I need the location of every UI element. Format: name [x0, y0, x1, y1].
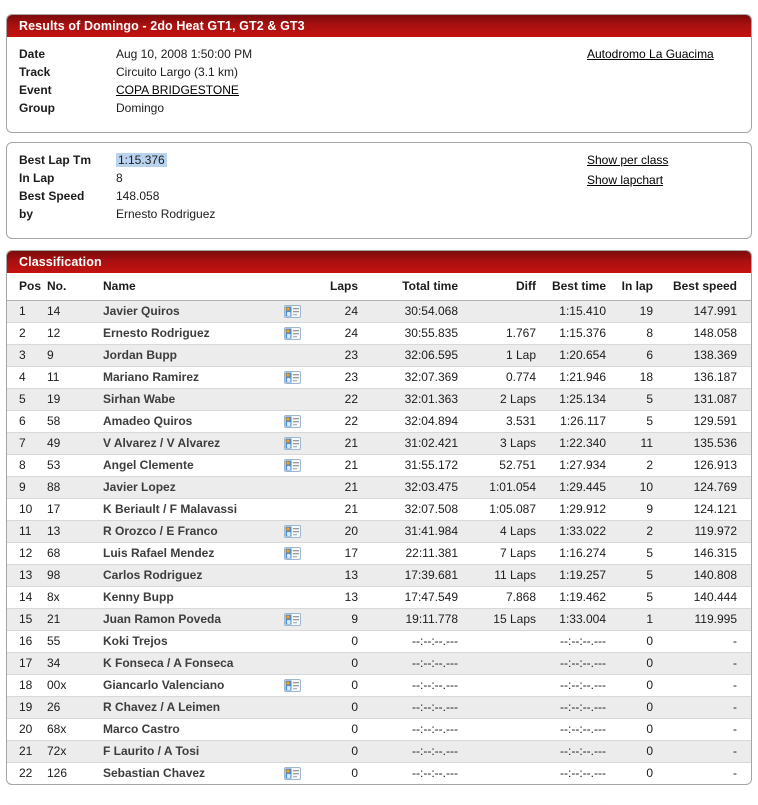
best-lap-time-value: 1:15.376: [118, 153, 165, 167]
cell-total-time: --:--:--.---: [360, 718, 460, 740]
cell-best-time: 1:20.654: [538, 344, 608, 366]
cell-best-speed: -: [655, 652, 751, 674]
cell-laps: 20: [315, 520, 360, 542]
show-lapchart-link[interactable]: Show lapchart: [587, 173, 664, 187]
cell-name: Mariano Ramirez: [101, 366, 269, 388]
field-date-label: Date: [19, 47, 46, 61]
driver-card-icon: [269, 696, 315, 718]
cell-best-speed: 146.315: [655, 542, 751, 564]
cell-pos: 20: [7, 718, 45, 740]
cell-pos: 22: [7, 762, 45, 784]
table-row: [7, 718, 751, 740]
cell-laps: 24: [344, 304, 358, 318]
cell-best-speed: 119.972: [655, 520, 751, 542]
cell-best-speed: 138.369: [655, 344, 751, 366]
cell-no: 9: [45, 344, 101, 366]
field-track-label: Track: [19, 65, 51, 79]
col-header-best-time: Best time: [538, 273, 608, 300]
cell-laps: 0: [315, 740, 360, 762]
cell-best-speed: 131.087: [655, 388, 751, 410]
cell-name: Javier Quiros: [103, 304, 180, 318]
cell-best-time: 1:15.410: [559, 304, 606, 318]
cell-laps: 9: [315, 608, 360, 630]
cell-name: Koki Trejos: [101, 630, 269, 652]
cell-in-lap: 8: [608, 322, 655, 344]
cell-name: R Chavez / A Leimen: [101, 696, 269, 718]
driver-card-icon: [269, 652, 315, 674]
cell-in-lap: 2: [608, 454, 655, 476]
table-row: [7, 432, 751, 454]
cell-no: 68: [45, 542, 101, 564]
cell-in-lap: 5: [608, 564, 655, 586]
driver-card-icon[interactable]: [269, 542, 315, 564]
cell-no: 88: [45, 476, 101, 498]
cell-pos: 6: [7, 410, 45, 432]
cell-best-speed: 140.808: [655, 564, 751, 586]
table-row: [7, 498, 751, 520]
cell-diff: [460, 718, 538, 740]
cell-best-time: 1:33.004: [538, 608, 608, 630]
col-header-total-time: Total time: [360, 273, 460, 300]
cell-in-lap: 0: [608, 718, 655, 740]
cell-in-lap: 6: [608, 344, 655, 366]
in-lap-label: In Lap: [19, 171, 55, 185]
best-speed-label: Best Speed: [19, 189, 85, 203]
cell-name: Sebastian Chavez: [101, 762, 269, 784]
cell-laps: 22: [315, 410, 360, 432]
cell-pos: 13: [7, 564, 45, 586]
cell-diff: 3.531: [460, 410, 538, 432]
driver-card-icon: [269, 498, 315, 520]
cell-pos: 7: [7, 432, 45, 454]
track-site-link[interactable]: Autodromo La Guacima: [587, 47, 714, 61]
cell-no: 34: [45, 652, 101, 674]
driver-card-icon: [269, 718, 315, 740]
cell-pos: 16: [7, 630, 45, 652]
results-page: [0, 14, 758, 805]
col-header-best-speed: Best speed: [655, 273, 751, 300]
cell-pos: 18: [7, 674, 45, 696]
cell-diff: [460, 652, 538, 674]
cell-in-lap: 19: [639, 304, 653, 318]
col-header-pos: Pos: [7, 273, 45, 300]
cell-no: 49: [45, 432, 101, 454]
cell-total-time: 31:02.421: [360, 432, 460, 454]
table-row: [7, 564, 751, 586]
cell-total-time: 32:03.475: [360, 476, 460, 498]
driver-card-icon[interactable]: [269, 608, 315, 630]
best-speed-value: 148.058: [116, 189, 160, 203]
cell-laps: 23: [315, 366, 360, 388]
cell-best-time: --:--:--.---: [538, 740, 608, 762]
cell-in-lap: 18: [608, 366, 655, 388]
cell-best-time: 1:29.912: [538, 498, 608, 520]
cell-laps: 17: [315, 542, 360, 564]
table-row: [7, 322, 751, 344]
event-link[interactable]: COPA BRIDGESTONE: [116, 83, 239, 97]
cell-name: Sirhan Wabe: [101, 388, 269, 410]
cell-in-lap: 10: [608, 476, 655, 498]
cell-total-time: 30:54.068: [404, 304, 458, 318]
cell-pos: 17: [7, 652, 45, 674]
cell-best-speed: 119.995: [655, 608, 751, 630]
cell-pos: 5: [7, 388, 45, 410]
cell-laps: 13: [315, 564, 360, 586]
col-header-diff: Diff: [460, 273, 538, 300]
driver-card-icon[interactable]: [269, 322, 315, 344]
cell-diff: 1:01.054: [460, 476, 538, 498]
table-header-row: [7, 273, 751, 300]
cell-laps: 0: [315, 630, 360, 652]
cell-best-time: --:--:--.---: [538, 718, 608, 740]
cell-best-speed: -: [655, 696, 751, 718]
cell-best-time: --:--:--.---: [538, 652, 608, 674]
driver-card-icon[interactable]: [269, 300, 315, 322]
cell-no: 68x: [45, 718, 101, 740]
cell-laps: 13: [315, 586, 360, 608]
cell-total-time: 32:07.508: [360, 498, 460, 520]
cell-name: V Alvarez / V Alvarez: [101, 432, 269, 454]
table-row: [7, 344, 751, 366]
driver-card-icon[interactable]: [269, 410, 315, 432]
cell-total-time: 32:01.363: [360, 388, 460, 410]
cell-best-time: 1:16.274: [538, 542, 608, 564]
cell-pos: 8: [7, 454, 45, 476]
results-panel-body: [7, 37, 751, 132]
classification-panel: [6, 250, 752, 785]
cell-pos: 12: [7, 542, 45, 564]
results-info-panel: [6, 14, 752, 133]
driver-card-icon: [269, 564, 315, 586]
cell-laps: 0: [315, 718, 360, 740]
col-header-no: No.: [45, 273, 101, 300]
cell-no: 17: [45, 498, 101, 520]
cell-best-speed: 124.121: [655, 498, 751, 520]
cell-in-lap: 5: [608, 542, 655, 564]
cell-pos: 4: [7, 366, 45, 388]
cell-name: Javier Lopez: [101, 476, 269, 498]
cell-in-lap: 0: [608, 674, 655, 696]
cell-diff: 1 Lap: [460, 344, 538, 366]
cell-best-speed: -: [655, 740, 751, 762]
field-group-value: Domingo: [116, 101, 165, 115]
col-header-in-lap: In lap: [608, 273, 655, 300]
cell-best-time: 1:22.340: [538, 432, 608, 454]
table-row: [7, 542, 751, 564]
cell-best-time: --:--:--.---: [538, 674, 608, 696]
table-row: [7, 366, 751, 388]
classification-table: [7, 273, 751, 784]
driver-card-icon: [269, 630, 315, 652]
field-date-value: Aug 10, 2008 1:50:00 PM: [116, 47, 253, 61]
cell-name: F Laurito / A Tosi: [101, 740, 269, 762]
field-track: [19, 63, 739, 81]
cell-in-lap: 5: [608, 586, 655, 608]
cell-laps: 0: [315, 762, 360, 784]
cell-diff: [460, 762, 538, 784]
cell-diff: 1:05.087: [460, 498, 538, 520]
cell-name: Ernesto Rodriguez: [101, 322, 269, 344]
cell-diff: 1.767: [460, 322, 538, 344]
cell-name: Luis Rafael Mendez: [101, 542, 269, 564]
cell-no: 13: [45, 520, 101, 542]
cell-laps: 21: [315, 498, 360, 520]
cell-in-lap: 5: [608, 410, 655, 432]
cell-in-lap: 11: [608, 432, 655, 454]
cell-best-time: --:--:--.---: [538, 630, 608, 652]
table-row: [7, 696, 751, 718]
driver-card-icon: [269, 586, 315, 608]
cell-best-time: 1:26.117: [538, 410, 608, 432]
cell-pos: 3: [7, 344, 45, 366]
classification-panel-title: Classification: [7, 251, 751, 273]
cell-best-speed: -: [655, 718, 751, 740]
cell-laps: 24: [315, 322, 360, 344]
field-by: [19, 205, 739, 223]
cell-no: 98: [45, 564, 101, 586]
cell-no: 126: [45, 762, 101, 784]
cell-no: 53: [45, 454, 101, 476]
cell-laps: 21: [315, 432, 360, 454]
cell-diff: [460, 740, 538, 762]
cell-laps: 0: [315, 652, 360, 674]
cell-best-speed: 124.769: [655, 476, 751, 498]
cell-name: Marco Castro: [101, 718, 269, 740]
table-row: [7, 740, 751, 762]
cell-best-time: 1:19.462: [538, 586, 608, 608]
cell-diff: 4 Laps: [460, 520, 538, 542]
cell-pos: 10: [7, 498, 45, 520]
table-row: [7, 520, 751, 542]
cell-name: Jordan Bupp: [101, 344, 269, 366]
cell-best-speed: -: [655, 674, 751, 696]
driver-card-icon[interactable]: [269, 674, 315, 696]
cell-name: Giancarlo Valenciano: [101, 674, 269, 696]
cell-pos: 1: [19, 304, 26, 318]
driver-card-icon[interactable]: [269, 366, 315, 388]
cell-name: R Orozco / E Franco: [101, 520, 269, 542]
driver-card-icon[interactable]: [269, 520, 315, 542]
cell-name: K Fonseca / A Fonseca: [101, 652, 269, 674]
cell-pos: 2: [7, 322, 45, 344]
cell-no: 26: [45, 696, 101, 718]
cell-no: 19: [45, 388, 101, 410]
driver-card-icon: [269, 344, 315, 366]
table-row: [7, 410, 751, 432]
table-row: [7, 586, 751, 608]
cell-diff: 15 Laps: [460, 608, 538, 630]
cell-diff: 52.751: [460, 454, 538, 476]
table-row: [7, 630, 751, 652]
cell-laps: 0: [315, 696, 360, 718]
cell-pos: 11: [7, 520, 45, 542]
driver-card-icon[interactable]: [269, 454, 315, 476]
cell-total-time: 32:04.894: [360, 410, 460, 432]
cell-no: 14: [47, 304, 61, 318]
cell-no: 11: [45, 366, 101, 388]
cell-in-lap: 0: [608, 762, 655, 784]
in-lap-value: 8: [116, 171, 123, 185]
cell-no: 21: [45, 608, 101, 630]
cell-best-speed: 129.591: [655, 410, 751, 432]
cell-in-lap: 0: [608, 652, 655, 674]
cell-best-time: --:--:--.---: [538, 696, 608, 718]
best-lap-time-label: Best Lap Tm: [19, 153, 92, 167]
cell-best-time: 1:15.376: [538, 322, 608, 344]
cell-laps: 0: [315, 674, 360, 696]
cell-total-time: --:--:--.---: [360, 630, 460, 652]
cell-diff: [460, 674, 538, 696]
cell-total-time: 32:06.595: [360, 344, 460, 366]
best-lap-panel: [6, 142, 752, 239]
cell-name: Angel Clemente: [101, 454, 269, 476]
cell-best-time: 1:33.022: [538, 520, 608, 542]
cell-in-lap: 0: [608, 740, 655, 762]
table-row: [7, 652, 751, 674]
cell-best-speed: 126.913: [655, 454, 751, 476]
cell-name: K Beriault / F Malavassi: [101, 498, 269, 520]
cell-best-speed: -: [655, 762, 751, 784]
field-event: [19, 81, 739, 99]
cell-total-time: --:--:--.---: [360, 762, 460, 784]
by-label: by: [19, 207, 34, 221]
cell-diff: 11 Laps: [460, 564, 538, 586]
cell-total-time: 31:41.984: [360, 520, 460, 542]
cell-total-time: 17:39.681: [360, 564, 460, 586]
cell-pos: 15: [7, 608, 45, 630]
table-row: [7, 476, 751, 498]
driver-card-icon: [269, 388, 315, 410]
cell-best-time: 1:19.257: [538, 564, 608, 586]
cell-laps: 22: [315, 388, 360, 410]
cell-total-time: --:--:--.---: [360, 740, 460, 762]
show-per-class-link[interactable]: Show per class: [587, 153, 669, 167]
cell-best-speed: -: [655, 630, 751, 652]
results-panel-title: Results of Domingo - 2do Heat GT1, GT2 & GT3: [7, 15, 751, 37]
cell-laps: 23: [315, 344, 360, 366]
cell-in-lap: 9: [608, 498, 655, 520]
table-row: [7, 762, 751, 784]
cell-diff: [460, 630, 538, 652]
cell-name: Carlos Rodriguez: [101, 564, 269, 586]
cell-diff: 7 Laps: [460, 542, 538, 564]
table-row: [7, 608, 751, 630]
cell-best-speed: 135.536: [655, 432, 751, 454]
cell-best-speed: 136.187: [655, 366, 751, 388]
cell-diff: 2 Laps: [460, 388, 538, 410]
cell-best-time: 1:27.934: [538, 454, 608, 476]
cell-best-time: 1:25.134: [538, 388, 608, 410]
cell-diff: [460, 300, 538, 322]
table-row: [7, 388, 751, 410]
cell-in-lap: 0: [608, 630, 655, 652]
cell-pos: 19: [7, 696, 45, 718]
cell-pos: 9: [7, 476, 45, 498]
cell-best-time: 1:29.445: [538, 476, 608, 498]
cell-in-lap: 2: [608, 520, 655, 542]
col-header-card: [269, 273, 315, 300]
cell-no: 00x: [45, 674, 101, 696]
field-track-value: Circuito Largo (3.1 km): [116, 65, 239, 79]
cell-total-time: 22:11.381: [360, 542, 460, 564]
cell-best-time: 1:21.946: [538, 366, 608, 388]
cell-diff: 3 Laps: [460, 432, 538, 454]
cell-in-lap: 0: [608, 696, 655, 718]
cell-pos: 14: [7, 586, 45, 608]
cell-name: Kenny Bupp: [101, 586, 269, 608]
cell-diff: [460, 696, 538, 718]
cell-name: Juan Ramon Poveda: [101, 608, 269, 630]
table-row: [7, 674, 751, 696]
cell-total-time: 30:55.835: [360, 322, 460, 344]
cell-total-time: 17:47.549: [360, 586, 460, 608]
by-value: Ernesto Rodriguez: [116, 207, 216, 221]
cell-laps: 21: [315, 476, 360, 498]
cell-total-time: 19:11.778: [360, 608, 460, 630]
field-group: [19, 99, 739, 117]
table-row: [7, 454, 751, 476]
cell-in-lap: 5: [608, 388, 655, 410]
cell-best-time: --:--:--.---: [538, 762, 608, 784]
best-lap-panel-body: [7, 143, 751, 238]
driver-card-icon[interactable]: [269, 432, 315, 454]
field-event-label: Event: [19, 83, 52, 97]
driver-card-icon: [269, 740, 315, 762]
table-row: [7, 300, 751, 322]
cell-no: 12: [45, 322, 101, 344]
cell-no: 8x: [45, 586, 101, 608]
cell-total-time: --:--:--.---: [360, 674, 460, 696]
cell-diff: 0.774: [460, 366, 538, 388]
driver-card-icon[interactable]: [269, 762, 315, 784]
col-header-name: Name: [101, 273, 269, 300]
cell-diff: 7.868: [460, 586, 538, 608]
cell-no: 58: [45, 410, 101, 432]
col-header-laps: Laps: [315, 273, 360, 300]
cell-total-time: --:--:--.---: [360, 696, 460, 718]
cell-no: 72x: [45, 740, 101, 762]
cell-name: Amadeo Quiros: [101, 410, 269, 432]
cell-best-speed: 140.444: [655, 586, 751, 608]
classification-table-body: [7, 300, 751, 784]
driver-card-icon: [269, 476, 315, 498]
cell-total-time: --:--:--.---: [360, 652, 460, 674]
cell-pos: 21: [7, 740, 45, 762]
cell-total-time: 32:07.369: [360, 366, 460, 388]
cell-no: 55: [45, 630, 101, 652]
cell-best-speed: 148.058: [655, 322, 751, 344]
cell-in-lap: 1: [608, 608, 655, 630]
cell-laps: 21: [315, 454, 360, 476]
field-group-label: Group: [19, 101, 55, 115]
cell-total-time: 31:55.172: [360, 454, 460, 476]
cell-best-speed: 147.991: [693, 304, 737, 318]
